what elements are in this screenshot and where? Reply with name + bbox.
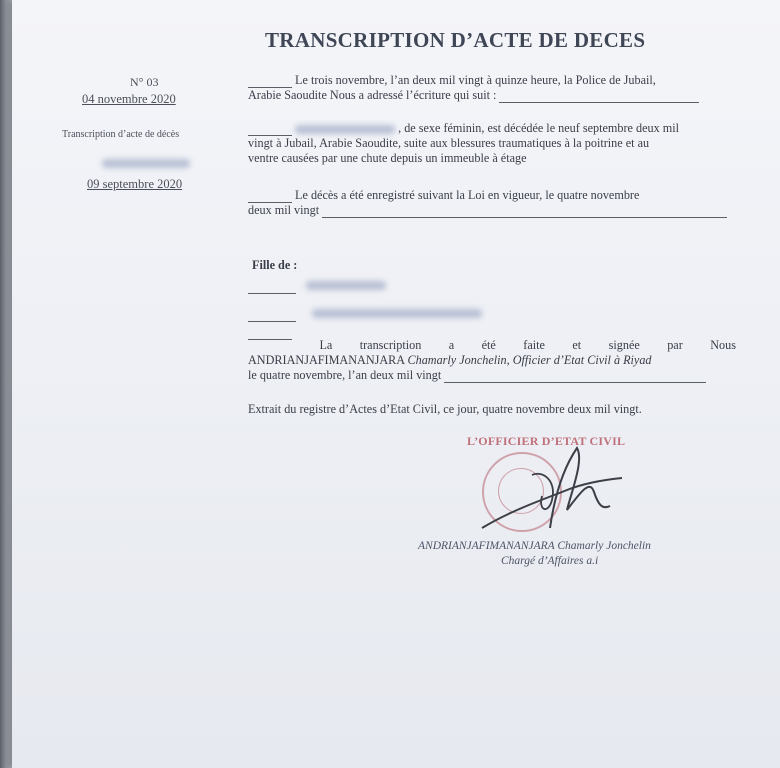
signer-role: Chargé d’Affaires a.i [501,555,599,567]
officer-surname: ANDRIANJAFIMANANJARA [248,353,405,367]
document-page [12,0,780,768]
paragraph-1-line-2 [248,88,699,103]
paragraph-3-line-1 [248,188,639,203]
word: signée [608,338,640,352]
word: Nous [710,338,736,352]
word: La [319,338,333,352]
paragraph-3-line-2 [248,203,727,218]
paragraph-4-line-3 [248,368,706,383]
paragraph-4-text-3: le quatre novembre, l’an deux mil vingt [248,368,442,382]
transcription-label: Transcription d’acte de décès [62,129,180,140]
father-line [248,276,386,294]
paragraph-3-text-2: deux mil vingt [248,203,320,217]
redacted-name [295,125,395,134]
indent-line [248,292,296,294]
paragraph-4-line-2 [248,353,652,368]
paragraph-1-text-1: Le trois novembre, l’an deux mil vingt à quinze heure, la Police de Jubail, [295,73,656,87]
word: a [448,338,455,352]
redacted-father-name [306,281,386,290]
paragraph-2-line-1 [248,121,679,136]
paragraph-2-line-2: vingt à Jubail, Arabie Saoudite, suite aux blessures traumatiques à la poitrine et au [248,136,650,150]
officer-title: L’OFFICIER D’ETAT CIVIL [467,434,626,448]
extract-statement: Extrait du registre d’Actes d’Etat Civil, ce jour, quatre novembre deux mil vingt. [248,402,642,416]
paragraph-2-text-1: , de sexe féminin, est décédée le neuf septembre deux mil [398,121,679,135]
document-title: TRANSCRIPTION D’ACTE DE DECES [265,28,646,52]
indent-line [248,320,296,322]
signer-name: ANDRIANJAFIMANANJARA Chamarly Jonchelin [418,540,651,552]
redacted-name-margin [102,154,190,172]
daughter-of-label: Fille de : [252,258,298,272]
paragraph-4-line-1 [248,338,736,353]
redacted-mother-name [312,309,482,318]
word: par [667,338,683,352]
paragraph-3-text-1: Le décès a été enregistré suivant la Loi en vigueur, le quatre novembre [295,188,640,202]
paragraph-1-line-1 [248,73,656,88]
death-date: 09 septembre 2020 [87,177,183,191]
act-number: N° 03 [130,75,159,89]
fill-line [322,216,727,218]
word: et [572,338,582,352]
word: transcription [359,338,422,352]
officer-details: Chamarly Jonchelin, Officier d’Etat Civil à Riyad [407,353,652,367]
registration-date: 04 novembre 2020 [82,92,176,106]
word: faite [523,338,545,352]
handwritten-signature [472,440,642,540]
word: été [481,338,496,352]
fill-line [499,101,699,103]
indent-line [248,338,292,340]
paragraph-1-text-2: Arabie Saoudite Nous a adressé l’écriture qui suit : [248,88,497,102]
paragraph-2-line-3: ventre causées par une chute depuis un immeuble à étage [248,151,527,165]
mother-line [248,304,482,322]
fill-line [444,381,706,383]
